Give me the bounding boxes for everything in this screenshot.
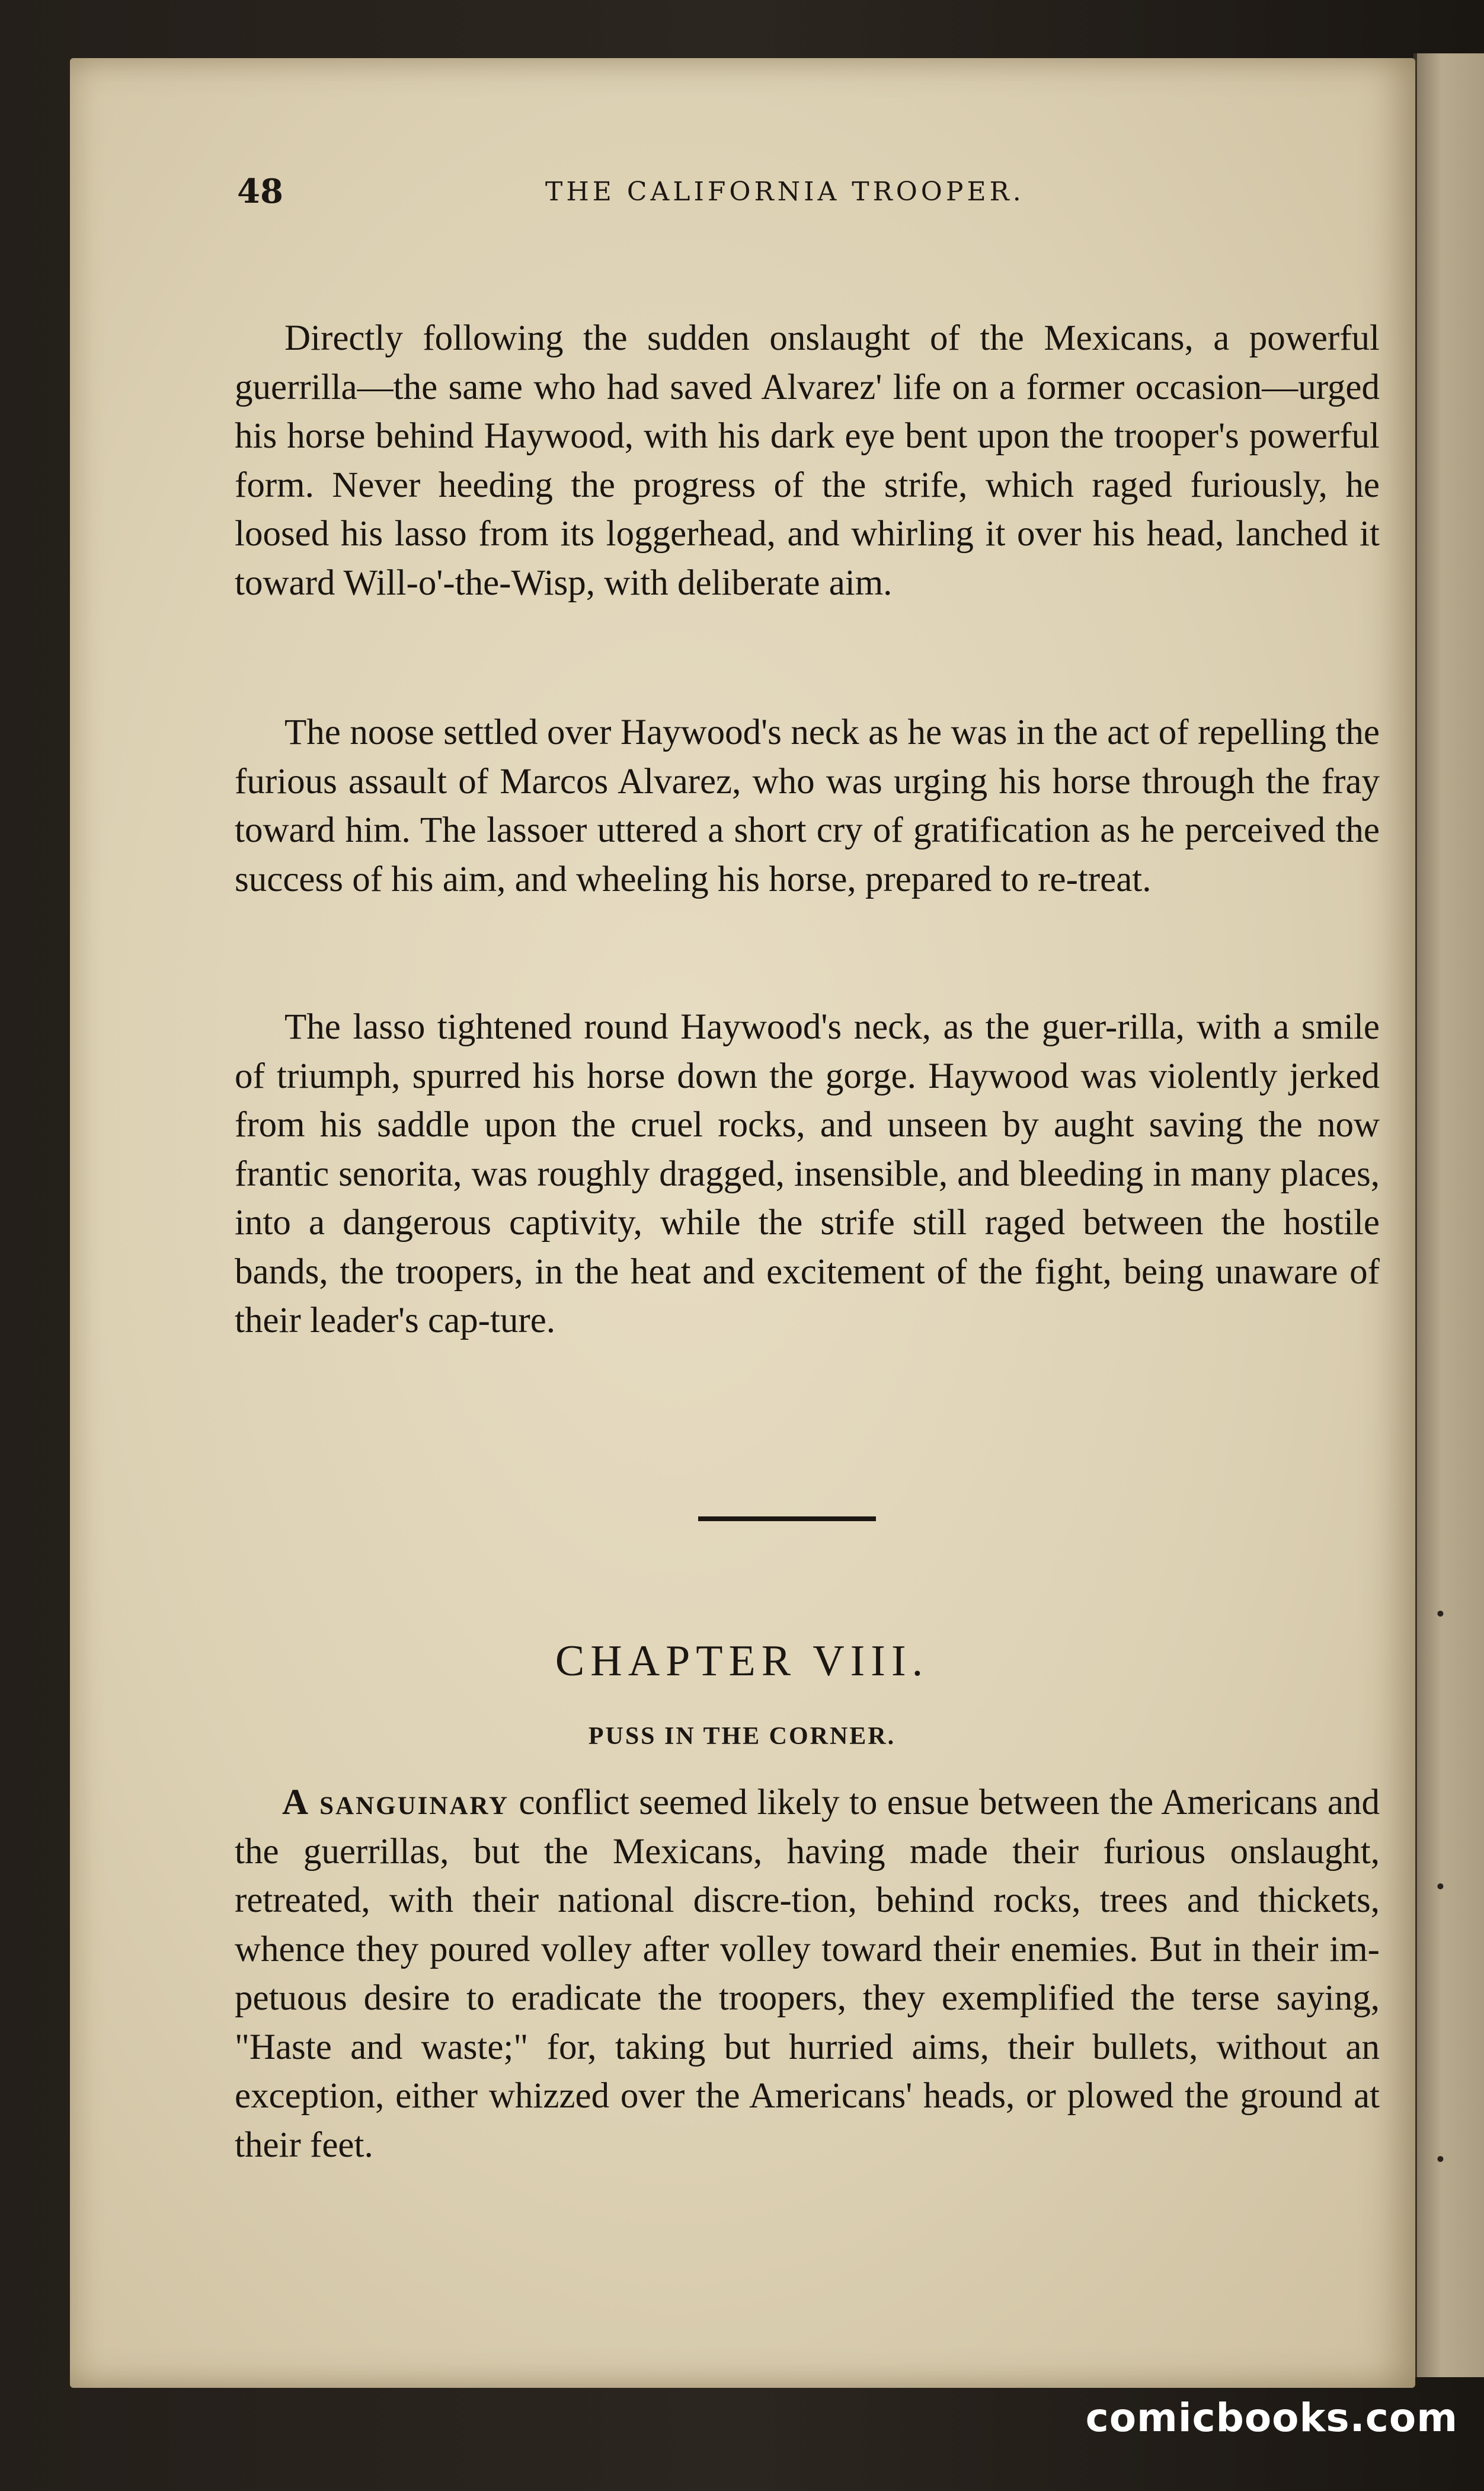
chapter-subtitle: PUSS IN THE CORNER. — [588, 1723, 896, 1750]
body-paragraph: The noose settled over Haywood's neck as he was in the act of repelling the furious assault of Marcos Alvarez, who was urging his horse through the fray toward him. The lassoer uttered a short cry of gratification as he perceived the success of his aim, and wheeling his horse, prepared to re-treat. — [235, 713, 1380, 899]
chapter-lead-in: A sanguinary — [282, 1783, 510, 1822]
edge-text-mark: · — [1435, 1595, 1446, 1633]
body-paragraph: Directly following the sudden onslaught of the Mexicans, a powerful guerrilla—the same who had saved Alvarez' life on a former occasion—urged his horse behind Haywood, with his dark eye bent upon the trooper's powerful form. Never heeding the progress of the strife, which raged furiously, he loosed his lasso from its loggerhead, and whirling it over his head, lanched it toward Will-o'-the-Wisp, with deliberate aim. — [235, 318, 1380, 603]
running-head: THE CALIFORNIA TROOPER. — [545, 177, 1025, 207]
chapter-paragraph-text: conflict seemed likely to ensue between the Americans and the guerrillas, but the Mexicans, having made their furious onslaught, retreated, with their national discre-tion, behind rocks, trees and thickets, whence they poured volley after volley toward their enemies. But in their im-petuous desire to eradicate the troopers, they exemplified the terse saying, "Haste and waste;" for, taking but hurried aims, their bullets, without an exception, either whizzed over the Americans' heads, or plowed the ground at their feet. — [235, 1783, 1380, 2165]
body-paragraph: The lasso tightened round Haywood's neck, as the guer-rilla, with a smile of triumph, spurred his horse down the gorge. Haywood was violently jerked from his saddle upon the cruel rocks, and unseen by aught saving the now frantic senorita, was roughly dragged, insensible, and bleeding in many places, into a dangerous captivity, while the strife still raged between the hostile bands, the troopers, in the heat and excitement of the fight, being unaware of their leader's cap-ture. — [235, 1007, 1380, 1340]
adjacent-page-edge — [1413, 53, 1484, 2377]
page-number: 48 — [237, 172, 283, 211]
chapter-divider-rule — [698, 1516, 876, 1521]
site-watermark: comicbooks.com — [1085, 2395, 1458, 2441]
chapter-title: CHAPTER VIII. — [555, 1637, 929, 1685]
edge-text-mark: · — [1435, 1867, 1446, 1905]
edge-text-mark: · — [1435, 2140, 1446, 2178]
chapter-opening-paragraph — [235, 1778, 1380, 2170]
page-header — [237, 172, 1322, 237]
